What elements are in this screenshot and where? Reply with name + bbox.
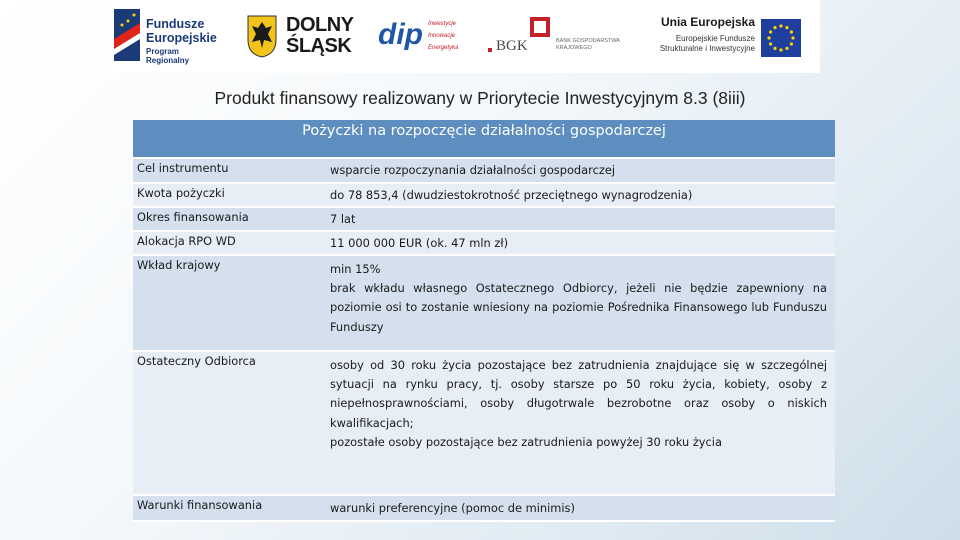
row-label: Okres finansowania <box>137 210 249 224</box>
fundusze-line1: Fundusze <box>146 17 205 31</box>
bgk-mark: BGK <box>496 38 528 54</box>
fundusze-sub: Program Regionalny <box>146 47 190 65</box>
table-header: Pożyczki na rozpoczęcie działalności gospodarczej <box>133 120 835 159</box>
value-line: pozostałe osoby pozostające bez zatrudnienia powyżej 30 roku życia <box>330 434 722 449</box>
ue-sub1: Europejskie Fundusze <box>675 34 755 43</box>
value-line: wsparcie rozpoczynania działalności gospodarczej <box>330 163 615 177</box>
table-row <box>133 159 835 184</box>
value-line: 7 lat <box>330 212 356 226</box>
row-value <box>318 496 835 520</box>
row-label: Warunki finansowania <box>137 498 263 512</box>
value-line: brak wkładu własnego Ostatecznego Odbiorcy, jeżeli nie będzie zapewniony na poziomie osi to zostanie wniesiony na poziomie Pośrednika Finansowego lub Funduszu Funduszy <box>330 281 827 334</box>
table-row <box>133 232 835 256</box>
eu-flag-icon <box>761 19 801 57</box>
page-title: Produkt finansowy realizowany w Priorytecie Inwestycyjnym 8.3 (8iii) <box>214 88 746 108</box>
fundusze-flag-icon <box>114 9 140 61</box>
value-line: warunki preferencyjne (pomoc de minimis) <box>330 501 575 515</box>
bgk-dot-icon <box>488 48 492 52</box>
value-line: do 78 853,4 (dwudziestokrotność przeciętnego wynagrodzenia) <box>330 188 693 202</box>
bgk-logo <box>488 14 638 62</box>
row-value <box>318 208 835 230</box>
eagle-crest-icon <box>246 14 278 58</box>
bgk-sub: BANK GOSPODARSTWA KRAJOWEGO <box>556 38 620 51</box>
dip-logo <box>378 14 468 60</box>
dip-word-2: Innowacje <box>428 33 456 39</box>
row-label: Wkład krajowy <box>137 258 221 272</box>
value-line: 11 000 000 EUR (ok. 47 mln zł) <box>330 236 509 250</box>
row-value <box>318 184 835 206</box>
table-row <box>133 208 835 232</box>
row-value <box>318 159 835 182</box>
value-line: osoby od 30 roku życia pozostające bez zatrudnienia znajdujące się w szczególnej sytuacji na rynku pracy, tj. osoby starsze po 50 roku życia, kobiety, osoby z niepełnosprawnościami, osoby długotrwale bezrobotne oraz osoby o niskich kwalifikacjach; <box>330 358 827 430</box>
ue-sub2: Strukturalne i Inwestycyjne <box>659 44 755 53</box>
value-line: min 15% <box>330 262 381 276</box>
unia-europejska-logo <box>655 12 815 64</box>
dolny-slask-line1: DOLNY <box>286 14 354 36</box>
dolny-slask-logo <box>246 14 356 60</box>
row-label: Cel instrumentu <box>137 161 229 175</box>
row-label: Ostateczny Odbiorca <box>137 354 256 368</box>
row-value <box>318 256 835 350</box>
fundusze-europejskie-logo <box>114 9 224 65</box>
loan-table <box>133 120 835 522</box>
dip-word-1: Inwestycje <box>428 21 457 27</box>
row-value <box>318 232 835 254</box>
table-row <box>133 184 835 208</box>
dip-mark: dip <box>378 18 423 51</box>
logo-bar <box>106 0 820 73</box>
dip-word-3: Energetyka <box>428 45 459 51</box>
row-label: Alokacja RPO WD <box>137 234 236 248</box>
row-label: Kwota pożyczki <box>137 186 225 200</box>
dolny-slask-line2: ŚLĄSK <box>286 35 352 57</box>
fundusze-line2: Europejskie <box>146 31 217 45</box>
ue-title: Unia Europejska <box>660 15 755 29</box>
bgk-square-icon <box>530 17 550 37</box>
table-row <box>133 256 835 352</box>
table-row <box>133 352 835 496</box>
row-value <box>318 352 835 494</box>
table-row <box>133 496 835 522</box>
